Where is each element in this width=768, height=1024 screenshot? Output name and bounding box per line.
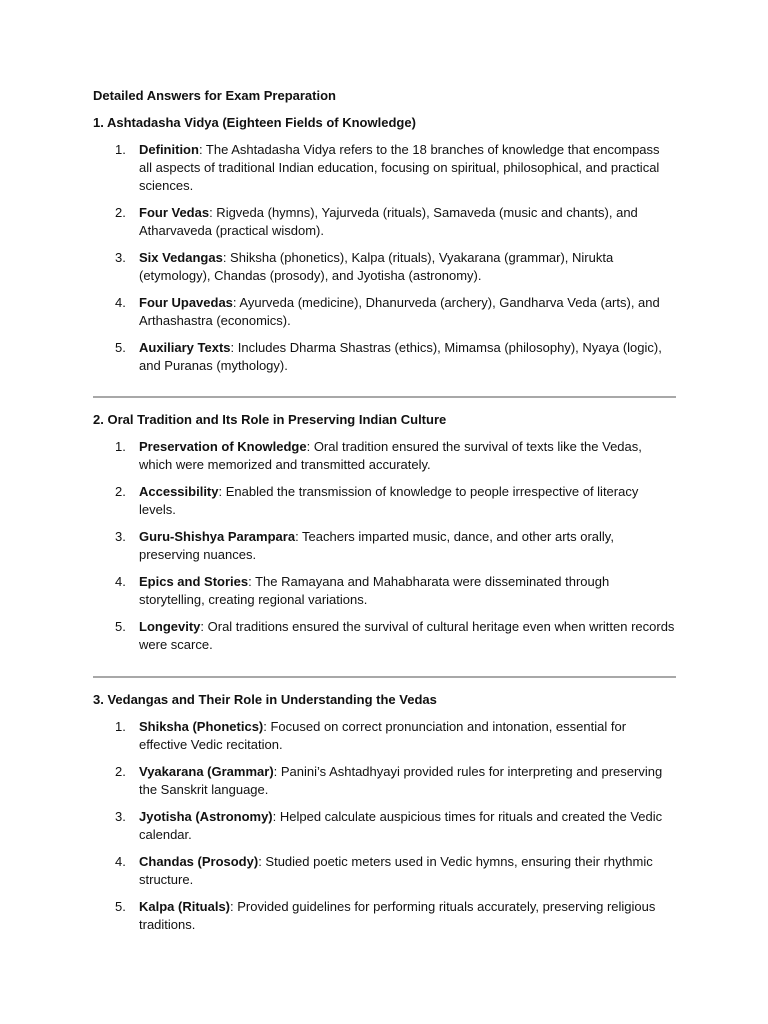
item-text: : Rigveda (hymns), Yajurveda (rituals), Samaveda (music and chants), and Atharvaveda (practical wisdom). (139, 205, 638, 238)
item-number: 5. (115, 340, 126, 355)
list-item (93, 339, 676, 375)
section-divider (93, 396, 676, 398)
item-term: Definition (139, 142, 199, 157)
item-number: 3. (115, 529, 126, 544)
item-text: : The Ramayana and Mahabharata were disseminated through storytelling, creating regional variations. (139, 574, 610, 607)
item-text: : The Ashtadasha Vidya refers to the 18 branches of knowledge that encompass all aspects of traditional Indian education, focusing on spiritual, philosophical, and practical sciences. (139, 142, 660, 193)
item-term: Preservation of Knowledge (139, 439, 307, 454)
item-text: : Oral tradition ensured the survival of texts like the Vedas, which were memorized and transmitted accurately. (139, 439, 642, 472)
list-item (93, 141, 676, 195)
item-term: Epics and Stories (139, 574, 249, 589)
item-number: 2. (115, 484, 126, 499)
item-number: 3. (115, 250, 126, 265)
list-item (93, 618, 676, 654)
section-oral-tradition (93, 412, 676, 663)
section-divider (93, 676, 676, 678)
list-item (93, 853, 676, 889)
list-item (93, 528, 676, 564)
section-heading: 2. Oral Tradition and Its Role in Preserving Indian Culture (93, 412, 447, 427)
section-heading: 1. Ashtadasha Vidya (Eighteen Fields of Knowledge) (93, 115, 416, 130)
item-term: Six Vedangas (139, 250, 223, 265)
numbered-list (93, 718, 676, 934)
item-number: 2. (115, 764, 126, 779)
item-number: 2. (115, 205, 126, 220)
item-term: Longevity (139, 619, 201, 634)
item-term: Vyakarana (Grammar) (139, 764, 274, 779)
list-item (93, 249, 676, 285)
numbered-list (93, 438, 676, 654)
item-term: Four Upavedas (139, 295, 233, 310)
item-text: : Focused on correct pronunciation and intonation, essential for effective Vedic recitation. (139, 719, 627, 752)
item-text: : Teachers imparted music, dance, and other arts orally, preserving nuances. (139, 529, 614, 562)
item-term: Auxiliary Texts (139, 340, 231, 355)
item-text: : Enabled the transmission of knowledge to people irrespective of literacy levels. (139, 484, 639, 517)
item-number: 4. (115, 854, 126, 869)
item-term: Guru-Shishya Parampara (139, 529, 296, 544)
item-text: : Provided guidelines for performing rituals accurately, preserving religious traditions. (139, 899, 656, 932)
item-term: Kalpa (Rituals) (139, 899, 231, 914)
item-term: Jyotisha (Astronomy) (139, 809, 273, 824)
item-text: : Studied poetic meters used in Vedic hymns, ensuring their rhythmic structure. (139, 854, 653, 887)
list-item (93, 763, 676, 799)
item-text: : Helped calculate auspicious times for rituals and created the Vedic calendar. (139, 809, 663, 842)
item-term: Four Vedas (139, 205, 210, 220)
list-item (93, 718, 676, 754)
item-number: 1. (115, 719, 126, 734)
item-number: 4. (115, 574, 126, 589)
item-number: 5. (115, 899, 126, 914)
item-term: Accessibility (139, 484, 219, 499)
item-text: : Shiksha (phonetics), Kalpa (rituals), Vyakarana (grammar), Nirukta (etymology), Chandas (prosody), and Jyotisha (astronomy). (139, 250, 614, 283)
section-ashtadasha-vidya (93, 115, 676, 384)
item-term: Shiksha (Phonetics) (139, 719, 264, 734)
item-text: : Includes Dharma Shastras (ethics), Mimamsa (philosophy), Nyaya (logic), and Puranas (mythology). (139, 340, 662, 373)
list-item (93, 898, 676, 934)
item-text: : Oral traditions ensured the survival of cultural heritage even when written records were scarce. (139, 619, 675, 652)
item-number: 4. (115, 295, 126, 310)
list-item (93, 294, 676, 330)
section-heading: 3. Vedangas and Their Role in Understanding the Vedas (93, 692, 437, 707)
list-item (93, 573, 676, 609)
item-number: 5. (115, 619, 126, 634)
list-item (93, 483, 676, 519)
list-item (93, 438, 676, 474)
list-item (93, 808, 676, 844)
item-number: 1. (115, 439, 126, 454)
list-item (93, 204, 676, 240)
item-text: : Ayurveda (medicine), Dhanurveda (archery), Gandharva Veda (arts), and Arthashastra (economics). (139, 295, 660, 328)
document-title: Detailed Answers for Exam Preparation (93, 88, 336, 103)
item-number: 1. (115, 142, 126, 157)
section-vedangas (93, 692, 676, 943)
item-number: 3. (115, 809, 126, 824)
item-text: : Panini’s Ashtadhyayi provided rules for interpreting and preserving the Sanskrit language. (139, 764, 663, 797)
item-term: Chandas (Prosody) (139, 854, 259, 869)
numbered-list (93, 141, 676, 375)
